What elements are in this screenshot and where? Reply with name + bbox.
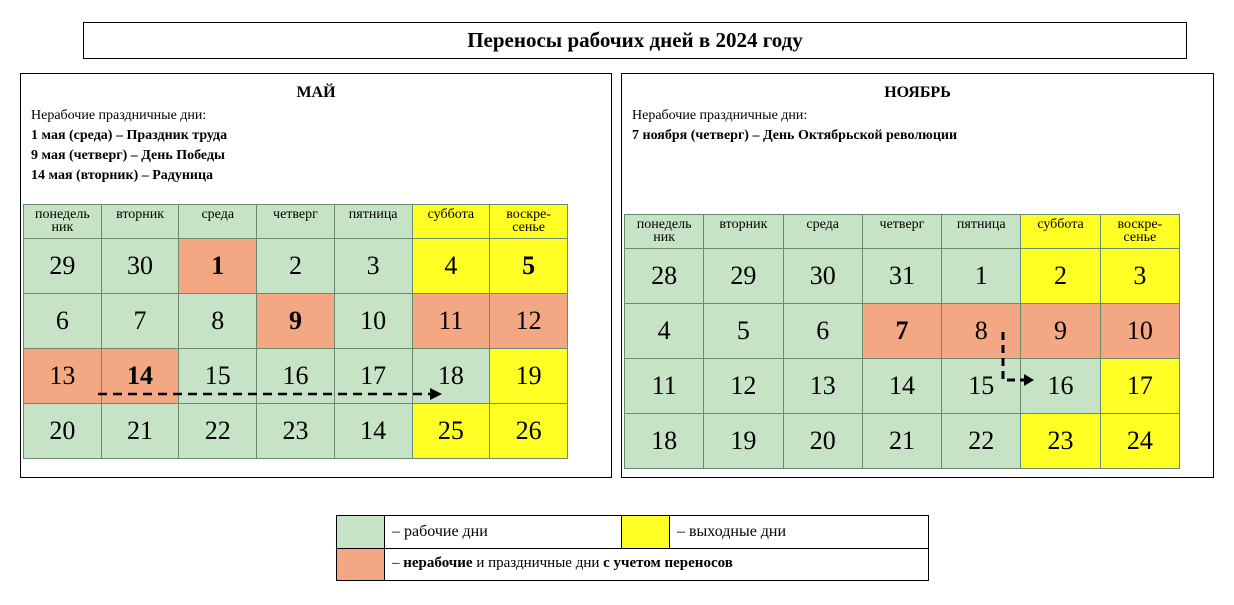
day-cell: 30: [101, 239, 179, 294]
transfer-arrow-may: [96, 386, 446, 402]
day-cell: 22: [179, 404, 257, 459]
legend-weekend-dash: –: [677, 523, 689, 540]
day-cell: 14: [862, 359, 941, 414]
may-calendar: [23, 204, 568, 459]
weekday-mon: понедель ник: [24, 205, 102, 239]
day-cell: 4: [625, 304, 704, 359]
day-cell: 15: [942, 359, 1021, 414]
day-cell: 1: [942, 249, 1021, 304]
weekday-sun: воскре- сенье: [1100, 215, 1179, 249]
may-holidays: [31, 106, 227, 186]
week-row: [625, 414, 1180, 469]
weekday-thu: четверг: [257, 205, 335, 239]
day-cell: 14: [101, 349, 179, 404]
weekday-mon: понедель ник: [625, 215, 704, 249]
week-row: [625, 249, 1180, 304]
day-cell: 7: [101, 294, 179, 349]
may-holiday-3: 14 мая (вторник) – Радуница: [31, 168, 214, 183]
weekday-wed: среда: [179, 205, 257, 239]
weekday-fri: пятница: [942, 215, 1021, 249]
day-cell: 25: [412, 404, 490, 459]
legend-weekend-text: [677, 523, 786, 541]
may-panel: [20, 73, 612, 478]
day-cell: 3: [334, 239, 412, 294]
day-cell: 21: [862, 414, 941, 469]
legend-nonworking-mid: и праздничные дни: [472, 555, 604, 571]
november-calendar: [624, 214, 1180, 469]
day-cell: 2: [257, 239, 335, 294]
day-cell: 12: [704, 359, 783, 414]
day-cell: 5: [704, 304, 783, 359]
day-cell: 15: [179, 349, 257, 404]
legend-working-dash: –: [392, 523, 404, 540]
day-cell: 10: [334, 294, 412, 349]
day-cell: 13: [783, 359, 862, 414]
day-cell: 5: [490, 239, 568, 294]
legend-nonworking-bold2: с учетом переносов: [603, 555, 733, 571]
may-holidays-label: Нерабочие праздничные дни:: [31, 108, 207, 123]
day-cell: 24: [1100, 414, 1179, 469]
legend-working-label: рабочие дни: [404, 523, 488, 540]
day-cell: 21: [101, 404, 179, 459]
legend-divider: [337, 548, 928, 549]
day-cell: 23: [1021, 414, 1100, 469]
day-cell: 20: [24, 404, 102, 459]
day-cell: 29: [704, 249, 783, 304]
weekday-tue: вторник: [101, 205, 179, 239]
legend-working-swatch: [337, 516, 385, 548]
week-row: [24, 404, 568, 459]
day-cell: 22: [942, 414, 1021, 469]
day-cell: 31: [862, 249, 941, 304]
november-title: НОЯБРЬ: [884, 84, 951, 101]
day-cell: 23: [257, 404, 335, 459]
legend-nonworking-dash: –: [392, 555, 404, 571]
day-cell: 20: [783, 414, 862, 469]
week-row: [24, 239, 568, 294]
day-cell: 19: [704, 414, 783, 469]
weekday-header-row: [24, 205, 568, 239]
legend-nonworking-text: [392, 555, 733, 572]
day-cell: 11: [625, 359, 704, 414]
day-cell: 17: [334, 349, 412, 404]
november-holidays-label: Нерабочие праздничные дни:: [632, 108, 808, 123]
day-cell: 8: [179, 294, 257, 349]
day-cell: 14: [334, 404, 412, 459]
weekday-sun: воскре- сенье: [490, 205, 568, 239]
november-panel: [621, 73, 1214, 478]
day-cell: 13: [24, 349, 102, 404]
day-cell: 1: [179, 239, 257, 294]
legend-nonworking-swatch: [337, 549, 385, 580]
legend-weekend-swatch: [621, 516, 670, 548]
day-cell: 18: [412, 349, 490, 404]
day-cell: 10: [1100, 304, 1179, 359]
november-holidays: [632, 106, 957, 146]
day-cell: 16: [1021, 359, 1100, 414]
legend-nonworking-bold: нерабочие: [403, 555, 473, 571]
day-cell: 9: [257, 294, 335, 349]
day-cell: 18: [625, 414, 704, 469]
may-holiday-1: 1 мая (среда) – Праздник труда: [31, 128, 228, 143]
may-holiday-2: 9 мая (четверг) – День Победы: [31, 148, 225, 163]
page-title: Переносы рабочих дней в 2024 году: [83, 22, 1187, 59]
weekday-sat: суббота: [1021, 215, 1100, 249]
weekday-header-row: [625, 215, 1180, 249]
day-cell: 30: [783, 249, 862, 304]
day-cell: 8: [942, 304, 1021, 359]
day-cell: 17: [1100, 359, 1179, 414]
day-cell: 4: [412, 239, 490, 294]
day-cell: 16: [257, 349, 335, 404]
day-cell: 28: [625, 249, 704, 304]
day-cell: 2: [1021, 249, 1100, 304]
weekday-tue: вторник: [704, 215, 783, 249]
legend: [336, 515, 929, 581]
legend-weekend-label: выходные дни: [689, 523, 787, 540]
day-cell: 6: [783, 304, 862, 359]
transfer-arrow-november: [994, 330, 1038, 390]
weekday-thu: четверг: [862, 215, 941, 249]
week-row: [625, 359, 1180, 414]
week-row: [24, 294, 568, 349]
day-cell: 29: [24, 239, 102, 294]
day-cell: 3: [1100, 249, 1179, 304]
day-cell: 12: [490, 294, 568, 349]
weekday-wed: среда: [783, 215, 862, 249]
weekday-fri: пятница: [334, 205, 412, 239]
day-cell: 7: [862, 304, 941, 359]
day-cell: 11: [412, 294, 490, 349]
day-cell: 6: [24, 294, 102, 349]
day-cell: 26: [490, 404, 568, 459]
november-holiday-1: 7 ноября (четверг) – День Октябрьской революции: [632, 128, 958, 143]
may-title: МАЙ: [296, 84, 336, 101]
day-cell: 9: [1021, 304, 1100, 359]
legend-working-text: [392, 523, 488, 541]
week-row: [625, 304, 1180, 359]
day-cell: 19: [490, 349, 568, 404]
weekday-sat: суббота: [412, 205, 490, 239]
